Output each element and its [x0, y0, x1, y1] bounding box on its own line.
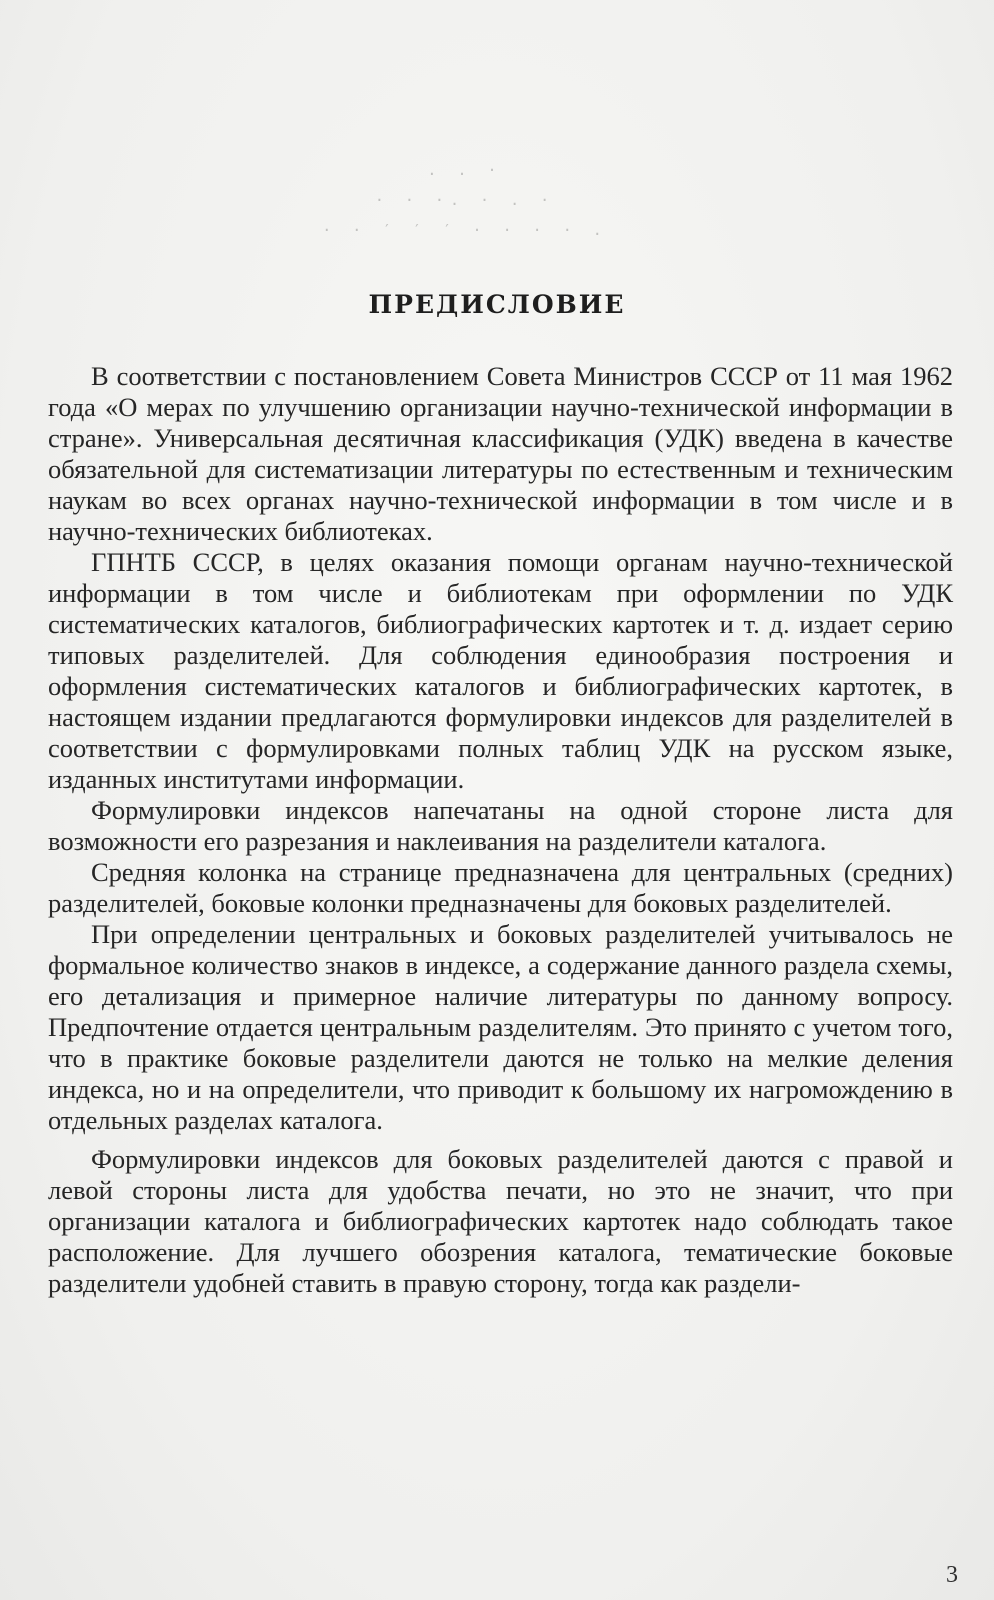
paragraph-6: Формулировки индексов для боковых разделителей даются с правой и левой стороны листа для удобства печати, но это не значит, что при организации каталога и библиографических картотек надо соблюдать такое расположение. Для лучшего обозрения каталога, тематические боковые разделители удобней ставить в правую сторону, тогда как раздели- — [48, 1144, 953, 1298]
paragraph-1: В соответствии с постановлением Совета Министров СССР от 11 мая 1962 года «О мерах по улучшению организации научно-технической информации в стране». Универсальная десятичная классификация (УДК) введена в качестве обязательной для систематизации литературы по естественным и техническим наукам во всех органах научно-технической информации в том числе и в научно-технических библиотеках. — [48, 361, 953, 546]
paragraph-3: Формулировки индексов напечатаны на одной стороне листа для возможности его разрезания и наклеивания на разделители каталога. — [48, 795, 953, 856]
paragraph-2: ГПНТБ СССР, в целях оказания помощи органам научно-технической информации в том числе и библиотекам при оформлении по УДК систематических каталогов, библиографических картотек и т. д. издает серию типовых разделителей. Для соблюдения единообразия построения и оформления систематических каталогов и библиографических картотек, в настоящем издании предлагаются формулировки индексов для разделителей в соответствии с формулировками полных таблиц УДК на русском языке, изданных институтами информации. — [48, 547, 953, 794]
body-text — [48, 361, 953, 1299]
stamp-line: . . · — [427, 161, 503, 179]
stamp-line: · · ′ ′ ′ · · · · . — [322, 221, 608, 239]
page-number: 3 — [946, 1562, 958, 1588]
stamp-line: · · ·. · . · — [374, 191, 556, 209]
page-title: ПРЕДИСЛОВИЕ — [368, 290, 626, 319]
paragraph-5: При определении центральных и боковых разделителей учитывалось не формальное количество знаков в индексе, а содержание данного раздела схемы, его детализация и примерное наличие литературы по данному вопросу. Предпочтение отдается центральным разделителям. Это принято с учетом того, что в практике боковые разделители даются не только на мелкие деления индекса, но и на определители, что приводит к большому их нагромождению в отдельных разделах каталога. — [48, 919, 953, 1135]
paragraph-4: Средняя колонка на странице предназначена для центральных (средних) разделителей, боковые колонки предназначены для боковых разделителей. — [48, 857, 953, 918]
faded-library-stamp — [300, 155, 630, 265]
